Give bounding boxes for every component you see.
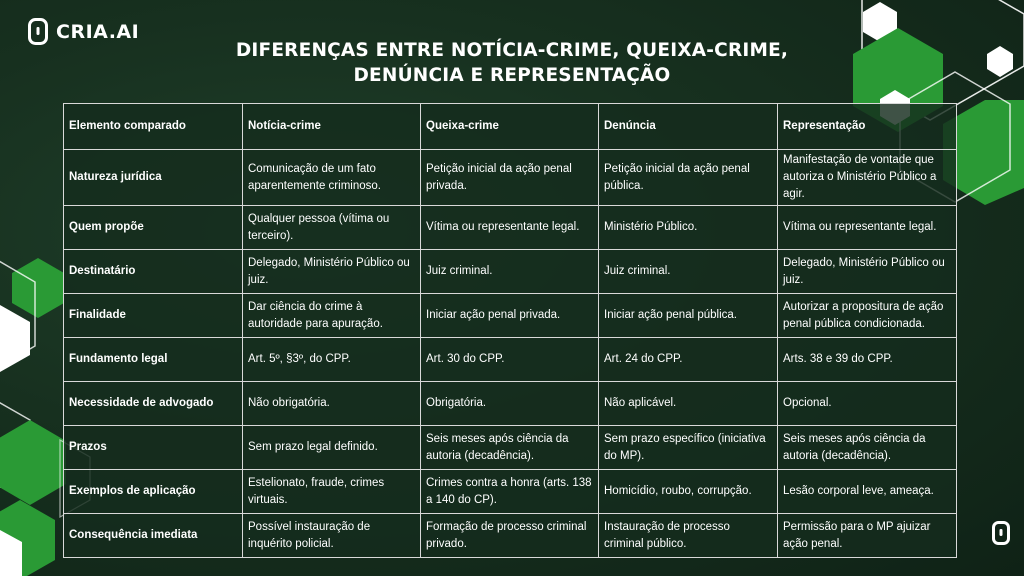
table-cell: Instauração de processo criminal público. xyxy=(599,514,778,558)
column-header: Representação xyxy=(778,104,957,150)
row-label: Fundamento legal xyxy=(64,338,243,382)
table-row xyxy=(64,250,957,294)
row-label: Prazos xyxy=(64,426,243,470)
row-label: Finalidade xyxy=(64,294,243,338)
table-cell: Não aplicável. xyxy=(599,382,778,426)
table-cell: Seis meses após ciência da autoria (decadência). xyxy=(421,426,599,470)
table-row xyxy=(64,294,957,338)
column-header: Notícia-crime xyxy=(243,104,421,150)
brand-logo[interactable] xyxy=(28,18,139,45)
table-cell: Sem prazo específico (iniciativa do MP). xyxy=(599,426,778,470)
table-cell: Sem prazo legal definido. xyxy=(243,426,421,470)
table-cell: Vítima ou representante legal. xyxy=(778,206,957,250)
table-cell: Opcional. xyxy=(778,382,957,426)
table-row xyxy=(64,206,957,250)
brand-name: CRIA.AI xyxy=(56,20,140,43)
table-cell: Seis meses após ciência da autoria (decadência). xyxy=(778,426,957,470)
table-cell: Obrigatória. xyxy=(421,382,599,426)
table-cell: Iniciar ação penal privada. xyxy=(421,294,599,338)
row-label: Exemplos de aplicação xyxy=(64,470,243,514)
table-row xyxy=(64,470,957,514)
table-row xyxy=(64,338,957,382)
table-cell: Homicídio, roubo, corrupção. xyxy=(599,470,778,514)
table-row xyxy=(64,150,957,206)
table-cell: Permissão para o MP ajuizar ação penal. xyxy=(778,514,957,558)
table-cell: Petição inicial da ação penal privada. xyxy=(421,150,599,206)
table-row xyxy=(64,514,957,558)
table-cell: Arts. 38 e 39 do CPP. xyxy=(778,338,957,382)
page-title xyxy=(150,38,874,88)
table-cell: Juiz criminal. xyxy=(421,250,599,294)
row-label: Quem propõe xyxy=(64,206,243,250)
comparison-table xyxy=(63,103,957,558)
title-line-1: DIFERENÇAS ENTRE NOTÍCIA-CRIME, QUEIXA-CRIME, xyxy=(235,40,789,61)
table-cell: Iniciar ação penal pública. xyxy=(599,294,778,338)
table-cell: Dar ciência do crime à autoridade para apuração. xyxy=(243,294,421,338)
table-cell: Manifestação de vontade que autoriza o Ministério Público a agir. xyxy=(778,150,957,206)
table-header-row xyxy=(64,104,957,150)
table-row xyxy=(64,426,957,470)
table-cell: Estelionato, fraude, crimes virtuais. xyxy=(243,470,421,514)
table-cell: Não obrigatória. xyxy=(243,382,421,426)
cria-logo-icon xyxy=(28,18,48,45)
table-cell: Petição inicial da ação penal pública. xyxy=(599,150,778,206)
cria-mini-logo-icon xyxy=(992,521,1010,545)
table-cell: Comunicação de um fato aparentemente criminoso. xyxy=(243,150,421,206)
title-line-2: DENÚNCIA E REPRESENTAÇÃO xyxy=(353,65,671,86)
table-cell: Art. 30 do CPP. xyxy=(421,338,599,382)
table-cell: Formação de processo criminal privado. xyxy=(421,514,599,558)
row-label: Natureza jurídica xyxy=(64,150,243,206)
row-label: Destinatário xyxy=(64,250,243,294)
column-header: Denúncia xyxy=(599,104,778,150)
column-header: Queixa-crime xyxy=(421,104,599,150)
table-cell: Autorizar a propositura de ação penal pública condicionada. xyxy=(778,294,957,338)
table-cell: Vítima ou representante legal. xyxy=(421,206,599,250)
table-cell: Art. 5º, §3º, do CPP. xyxy=(243,338,421,382)
table-cell: Delegado, Ministério Público ou juiz. xyxy=(778,250,957,294)
column-header: Elemento comparado xyxy=(64,104,243,150)
table-cell: Possível instauração de inquérito policial. xyxy=(243,514,421,558)
table-cell: Lesão corporal leve, ameaça. xyxy=(778,470,957,514)
table-cell: Qualquer pessoa (vítima ou terceiro). xyxy=(243,206,421,250)
table-row xyxy=(64,382,957,426)
table-cell: Art. 24 do CPP. xyxy=(599,338,778,382)
row-label: Necessidade de advogado xyxy=(64,382,243,426)
table-cell: Ministério Público. xyxy=(599,206,778,250)
table-cell: Juiz criminal. xyxy=(599,250,778,294)
row-label: Consequência imediata xyxy=(64,514,243,558)
table-cell: Delegado, Ministério Público ou juiz. xyxy=(243,250,421,294)
table-cell: Crimes contra a honra (arts. 138 a 140 do CP). xyxy=(421,470,599,514)
